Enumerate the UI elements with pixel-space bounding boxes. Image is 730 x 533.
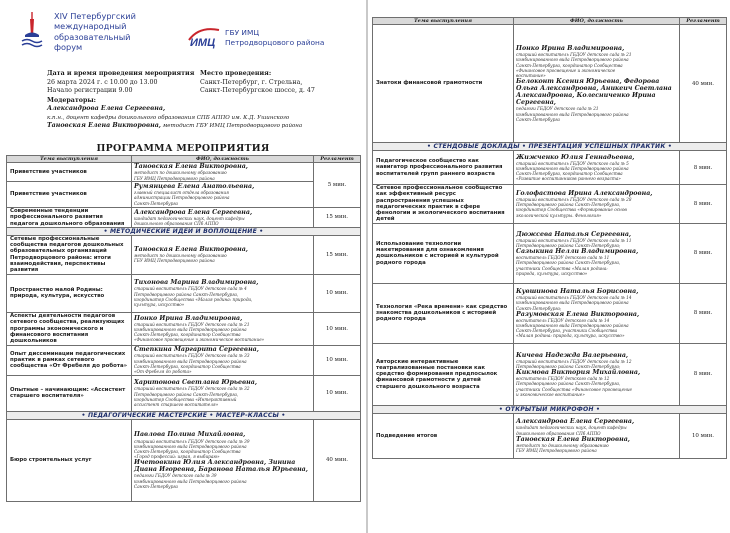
- speaker-position: Санкт-Петербурга;: [516, 305, 562, 311]
- speaker-position: дошкольного образования СПб АППО: [134, 220, 219, 226]
- speaker-position: воспитатель ГБДОУ детского сада № 14: [516, 317, 610, 323]
- speaker-position: старший воспитатель ГБДОУ детского сада № 21: [134, 321, 250, 327]
- speaker-position: кандидат педагогических наук, доцент кафедры: [516, 425, 627, 431]
- speaker-name: Тихонова Марина Владимировна,: [134, 279, 259, 287]
- forum-title-line: образовательный: [54, 31, 131, 42]
- speaker-position: координатор Сообщества «Интерактивный: [134, 396, 237, 402]
- speaker-position: методист по дошкольному образованию: [134, 253, 227, 259]
- topic-cell: Подведение итогов: [373, 413, 514, 458]
- speaker-name: Румянцева Елена Анатольевна,: [134, 183, 255, 191]
- speaker-position: координатор Сообщества «Формирование основ: [516, 207, 627, 213]
- table-row: [7, 312, 361, 345]
- speaker-position: старший воспитатель ГБДОУ детского сада № 11: [516, 237, 632, 243]
- speaker-position: старший воспитатель ГБДОУ детского сада № 5: [516, 160, 629, 166]
- fio-cell: [132, 182, 314, 208]
- topic-cell: Приветствие участников: [7, 163, 132, 182]
- place-label: Место проведения:: [200, 70, 272, 77]
- reg-cell: 10 мин.: [314, 312, 361, 345]
- speaker: [134, 279, 311, 307]
- reg-cell: 10 мин.: [314, 345, 361, 375]
- fio-cell: [514, 343, 680, 405]
- speaker-name: Кувшинова Наталья Борисовна,: [516, 288, 639, 296]
- speaker: [516, 154, 677, 182]
- speaker-name: Ичетовкина Юлия Александровна, Зинина Диана Игоревна, Баранова Наталья Юрьевна,: [134, 459, 308, 474]
- speaker-position: комбинированного вида Петродворцового района: [134, 443, 247, 449]
- reg-cell: 40 мин.: [314, 419, 361, 501]
- column-header-fio: ФИО, должность: [514, 18, 680, 25]
- speaker-name: Александрова Елена Сергеевна,: [134, 208, 253, 216]
- speaker-position: Санкт-Петербурга, координатор Сообщества: [516, 62, 623, 68]
- speaker-name: Кикмова Виктория Михайловна,: [516, 369, 641, 377]
- speaker-position: кандидат педагогических наук, доцент кафедры: [134, 215, 245, 221]
- fio-cell: [514, 25, 680, 143]
- speaker: [134, 346, 311, 374]
- topic-cell: Аспекты деятельности педагогов сетевого сообщества, реализующих программы экономического и финансового воспитания дошкольников: [7, 312, 132, 345]
- speaker-name: Понко Ирина Владимировна,: [516, 45, 625, 53]
- fio-cell: [514, 413, 680, 458]
- registration-time: Начало регистрации 9.00: [47, 87, 133, 94]
- topic-cell: Бюро строительных услуг: [7, 419, 132, 501]
- table-row: [373, 151, 727, 185]
- speaker-name: Понко Ирина Владимировна,: [134, 314, 243, 322]
- speaker-position: «Финансовое просвещение и экономическое воспитание»: [134, 337, 265, 343]
- fio-cell: [132, 345, 314, 375]
- speaker-position: Петродворцового района Санкт-Петербурга,: [516, 202, 621, 208]
- topic-cell: Педагогическое сообщество как навигатор профессионального развития воспитателей групп раннего возраста: [373, 151, 514, 185]
- table-row: [373, 185, 727, 224]
- forum-title-line: форум: [54, 42, 83, 53]
- column-header-reg: Регламент: [314, 156, 361, 163]
- speaker: [516, 78, 677, 122]
- speaker-position: Санкт-Петербурга, участники Сообщества: [516, 328, 618, 334]
- imc-title: [225, 28, 324, 47]
- speaker-position: старший воспитатель ГБДОУ детского сада № 12: [516, 358, 632, 364]
- topic-cell: Авторские интерактивные театрализованные постановки как средство формирования предпосылок финансовой грамотности у детей старшего дошкольного возраста: [373, 343, 514, 405]
- section-title: • МЕТОДИЧЕСКИЕ ИДЕИ И ВОПЛОЩЕНИЕ •: [7, 227, 361, 235]
- speaker-position: методист по дошкольному образованию: [134, 170, 227, 176]
- speaker: [516, 45, 677, 78]
- speaker-position: Санкт-Петербурга, координатор Сообщества: [516, 171, 623, 177]
- speaker: [134, 431, 311, 459]
- reg-cell: 10 мин.: [680, 413, 727, 458]
- reg-cell: 8 мин.: [680, 185, 727, 224]
- reg-cell: 10 мин.: [314, 274, 361, 312]
- speaker-position: координатор Сообщества «Малая родина: природа,: [134, 296, 253, 302]
- place-line: Санкт-Петербург, г. Стрельна,: [200, 78, 303, 86]
- speaker: [516, 369, 677, 397]
- table-row: [373, 283, 727, 343]
- speaker-position: старший воспитатель ГБДОУ детского сада № 28: [516, 197, 632, 203]
- speaker: [516, 190, 677, 218]
- speaker-position: воспитание»: [516, 72, 546, 78]
- speaker-name: Степкина Маргарита Сергеевна,: [134, 346, 259, 354]
- section-header-row: [373, 143, 727, 151]
- table-row: [373, 25, 727, 143]
- imc-logo-icon: [187, 25, 221, 49]
- speaker-position: комбинированного вида Петродворцового района: [134, 478, 247, 484]
- speaker-name: Харитонова Светлана Юрьевна,: [134, 379, 258, 387]
- imc-title-line: Петродворцового района: [225, 37, 325, 47]
- speaker: [134, 246, 311, 263]
- speaker: [516, 288, 677, 311]
- speaker-position: комбинированного вида Петродворцового района: [516, 165, 629, 171]
- table-row: [7, 419, 361, 501]
- speaker-position: педагоги ГБДОУ детского сада № 39: [134, 473, 217, 479]
- moderator-description: методист ГБУ ИМЦ Петродворцового района: [160, 122, 303, 129]
- speaker: [516, 436, 677, 453]
- speaker: [134, 209, 311, 226]
- date-label: Дата и время проведения мероприятия: [47, 70, 195, 77]
- speaker-position: Петродворцового района Санкт-Петербурга,: [134, 291, 239, 297]
- speaker-name: Тановская Елена Викторовна,: [134, 246, 248, 254]
- topic-cell: Приветствие участников: [7, 182, 132, 208]
- fio-cell: [514, 283, 680, 343]
- reg-cell: 10 мин.: [314, 375, 361, 411]
- speaker-position: методист по дошкольному образованию: [516, 442, 609, 448]
- speaker-position: «Развитие воспитанников раннего возраста»: [516, 176, 621, 182]
- topic-cell: Сетевые профессиональные сообщества педагогов дошкольных образовательных организаций Петродворцового района: итоги взаимодействия, перспективы развития: [7, 235, 132, 274]
- topic-cell: Опытные – начинающим: «Ассистент старшего воспитателя»: [7, 375, 132, 411]
- fio-cell: [132, 235, 314, 274]
- program-table-left: [6, 155, 361, 502]
- table-row: [7, 375, 361, 411]
- program-table-right: [372, 17, 727, 459]
- forum-title-line: XIV Петербургский: [54, 11, 136, 21]
- speaker-name: Павлова Полина Михайловна,: [134, 431, 246, 439]
- table-row: [7, 182, 361, 208]
- date-value: 26 марта 2024 г. с 10.00 до 13.00: [47, 78, 158, 86]
- speaker-position: главный специалист отдела образования: [134, 190, 229, 196]
- speaker-position: Санкт-Петербурга: [134, 200, 178, 206]
- reg-cell: 5 мин.: [314, 163, 361, 208]
- section-header-row: [7, 227, 361, 235]
- section-title: • СТЕНДОВЫЕ ДОКЛАДЫ • ПРЕЗЕНТАЦИЯ УСПЕШНЫХ ПРАКТИК •: [373, 143, 727, 151]
- topic-cell: Знатоки финансовой грамотности: [373, 25, 514, 143]
- column-header-reg: Регламент: [680, 18, 727, 25]
- table-header-row: [7, 156, 361, 163]
- speaker: [134, 459, 311, 489]
- table-row: [7, 163, 361, 182]
- speaker-name: Голофастова Ирина Александровна,: [516, 190, 653, 198]
- speaker: [516, 352, 677, 369]
- speaker-position: Петродворцового района Санкт-Петербурга;: [516, 242, 621, 248]
- topic-cell: Пространство малой Родины: природа, культура, искусство: [7, 274, 132, 312]
- speaker-position: Петродворцового района Санкт-Петербурга;: [516, 363, 621, 369]
- fio-cell: [132, 312, 314, 345]
- speaker-name: Дюжсева Наталья Сергеевна,: [516, 230, 632, 238]
- forum-logo-icon: [18, 10, 46, 50]
- column-header-topic: Тема выступления: [373, 18, 514, 25]
- moderators-label: Модераторы:: [47, 97, 96, 104]
- speaker-position: культура, искусство»: [134, 301, 185, 307]
- reg-cell: 8 мин.: [680, 223, 727, 283]
- fio-cell: [514, 223, 680, 283]
- speaker: [516, 248, 677, 276]
- speaker-position: комбинированного вида Петродворцового района: [516, 57, 629, 63]
- speaker-position: «От Фребеля до робота»: [134, 368, 192, 374]
- fio-cell: [132, 274, 314, 312]
- speaker: [134, 379, 311, 407]
- forum-title: [54, 11, 136, 53]
- speaker-position: ГБУ ИМЦ Петродворцового района: [516, 448, 597, 454]
- speaker-position: «Финансовое просвещение и экономическое: [516, 67, 616, 73]
- speaker-position: «Город профессий: играя, я выбираю»: [134, 454, 220, 460]
- column-header-topic: Тема выступления: [7, 156, 132, 163]
- speaker-position: комбинированного вида Петродворцового района: [516, 322, 629, 328]
- table-row: [373, 343, 727, 405]
- speaker-position: комбинированного вида Петродворцового района: [134, 327, 247, 333]
- fio-cell: [132, 419, 314, 501]
- speaker-position: старший воспитатель ГБДОУ детского сада № 39: [134, 438, 250, 444]
- table-row: [373, 413, 727, 458]
- event-place-info: [200, 70, 315, 96]
- fio-cell: [132, 375, 314, 411]
- reg-cell: 8 мин.: [680, 151, 727, 185]
- speaker-position: администрации Петродворцового района: [134, 195, 230, 201]
- speaker-position: экологической культуры. Фенология»: [516, 212, 602, 218]
- reg-cell: 15 мин.: [314, 235, 361, 274]
- speaker-position: Санкт-Петербурга, координатор Сообщества: [134, 332, 241, 338]
- table-row: [7, 235, 361, 274]
- speaker-position: старший воспитатель ГБДОУ детского сада № 33: [134, 353, 250, 359]
- speaker-position: Санкт-Петербурга: [516, 116, 560, 122]
- topic-cell: Опыт диссеминации педагогических практик в рамках сетевого сообщества «От Фребеля до робота»: [7, 345, 132, 375]
- speaker-position: комбинированного вида Петродворцового района: [134, 358, 247, 364]
- table-row: [7, 345, 361, 375]
- speaker-position: ГБУ ИМЦ Петродворцового района: [134, 175, 215, 181]
- topic-cell: Технология «Река времени» как средство знакомства дошкольников с историей родного города: [373, 283, 514, 343]
- speaker-position: Санкт-Петербурга: [134, 483, 178, 489]
- speaker-position: старший воспитатель ГБДОУ детского сада № 32: [134, 386, 250, 392]
- topic-cell: Сетевое профессиональное сообщество как эффективный ресурс распространения успешных педагогических практик в сфере фенологии и экологического воспитания детей: [373, 185, 514, 224]
- reg-cell: 40 мин.: [680, 25, 727, 143]
- section-header-row: [373, 405, 727, 413]
- speaker: [134, 163, 311, 180]
- right-page: [368, 0, 730, 533]
- speaker-position: воспитатель ГБДОУ детского сада № 12: [516, 376, 610, 382]
- table-header-row: [373, 18, 727, 25]
- reg-cell: 8 мин.: [680, 283, 727, 343]
- speaker-position: педагоги ГБДОУ детского сада № 21: [516, 106, 599, 112]
- speaker-position: ассистент старшего воспитателя»: [134, 401, 219, 407]
- speaker-name: Жижченко Юлия Геннадьевна,: [516, 153, 635, 161]
- speaker-name: Белоконт Ксения Юрьевна, Федорова Ольга Александровна, Аникеич Светлана Александровна, Колесниченко Ирина Сергеевна,: [516, 78, 672, 107]
- speaker-position: «Малая родина: природа, культура, искусство»: [516, 333, 625, 339]
- speaker-name: Сазыкина Нелли Владимировна,: [516, 248, 639, 256]
- speaker: [134, 183, 311, 206]
- speaker-position: воспитатель ГБДОУ детского сада № 11: [516, 255, 610, 261]
- imc-logo-text: ИМЦ: [190, 37, 216, 49]
- speaker-position: Санкт-Петербурга, координатор Сообщества: [134, 448, 241, 454]
- reg-cell: 8 мин.: [680, 343, 727, 405]
- speaker-position: комбинированного вида Петродворцового района: [516, 111, 629, 117]
- event-date-info: [47, 70, 194, 96]
- speaker-name: Александрова Елена Сергеевна,: [516, 418, 635, 426]
- speaker-position: старший воспитатель ГБДОУ детского сада № 14: [516, 295, 632, 301]
- moderators-block: [47, 97, 302, 130]
- speaker-position: Петродворцового района Санкт-Петербурга,: [516, 381, 621, 387]
- fio-cell: [514, 151, 680, 185]
- forum-title-line: международный: [54, 21, 127, 32]
- table-row: [7, 208, 361, 228]
- speaker-position: старший воспитатель ГБДОУ детского сада № 4: [134, 286, 247, 292]
- place-line: Санкт-Петербургское шоссе, д. 47: [200, 87, 315, 94]
- fio-cell: [132, 208, 314, 228]
- moderator-description: к.п.н., доцент кафедры дошкольного образования СПБ АППО им. К.Д. Ушинского: [47, 114, 290, 121]
- imc-title-line: ГБУ ИМЦ: [225, 28, 260, 37]
- speaker-position: старший воспитатель ГБДОУ детского сада № 21: [516, 52, 632, 58]
- speaker-name: Тановская Елена Викторовна,: [134, 163, 248, 171]
- speaker-name: Кичева Надежда Валерьевна,: [516, 351, 629, 359]
- speaker-name: Разумовская Елена Викторовна,: [516, 310, 640, 318]
- speaker-position: комбинированного вида Петродворцового района: [516, 300, 629, 306]
- speaker-position: дошкольного образования СПб АППО: [516, 430, 601, 436]
- moderator-name: Александрова Елена Сергеевна,: [47, 105, 166, 113]
- table-row: [7, 274, 361, 312]
- speaker-position: природа, культура, искусство»: [516, 270, 588, 276]
- section-title: • ПЕДАГОГИЧЕСКИЕ МАСТЕРСКИЕ • МАСТЕР-КЛАССЫ •: [7, 411, 361, 419]
- program-title: ПРОГРАММА МЕРОПРИЯТИЯ: [96, 143, 270, 154]
- fio-cell: [132, 163, 314, 182]
- speaker-position: ГБУ ИМЦ Петродворцового района: [134, 258, 215, 264]
- topic-cell: Современные тенденции профессионального развития педагога дошкольного образования: [7, 208, 132, 228]
- speaker-position: Санкт-Петербурга, координатор Сообщества: [134, 363, 241, 369]
- reg-cell: 15 мин.: [314, 208, 361, 228]
- speaker-position: участники Сообщества «Малая родина:: [516, 265, 608, 271]
- section-title: • ОТКРЫТЫЙ МИКРОФОН •: [373, 405, 727, 413]
- speaker: [516, 418, 677, 435]
- speaker: [516, 311, 677, 339]
- speaker-position: участники Сообщества «Финансовое просвещение: [516, 386, 633, 392]
- column-header-fio: ФИО, должность: [132, 156, 314, 163]
- moderator-name: Тановская Елена Викторовна,: [47, 121, 161, 129]
- section-header-row: [7, 411, 361, 419]
- speaker-position: Петродворцового района Санкт-Петербурга,: [134, 391, 239, 397]
- speaker-name: Тановская Елена Викторовна,: [516, 435, 630, 443]
- table-row: [373, 223, 727, 283]
- speaker-position: и экономическое воспитание»: [516, 391, 585, 397]
- speaker: [134, 315, 311, 343]
- speaker: [516, 231, 677, 248]
- fio-cell: [514, 185, 680, 224]
- topic-cell: Использование технологии макетирования для ознакомления дошкольников с историей и культурой родного города: [373, 223, 514, 283]
- speaker-position: Петродворцового района Санкт-Петербурга,: [516, 260, 621, 266]
